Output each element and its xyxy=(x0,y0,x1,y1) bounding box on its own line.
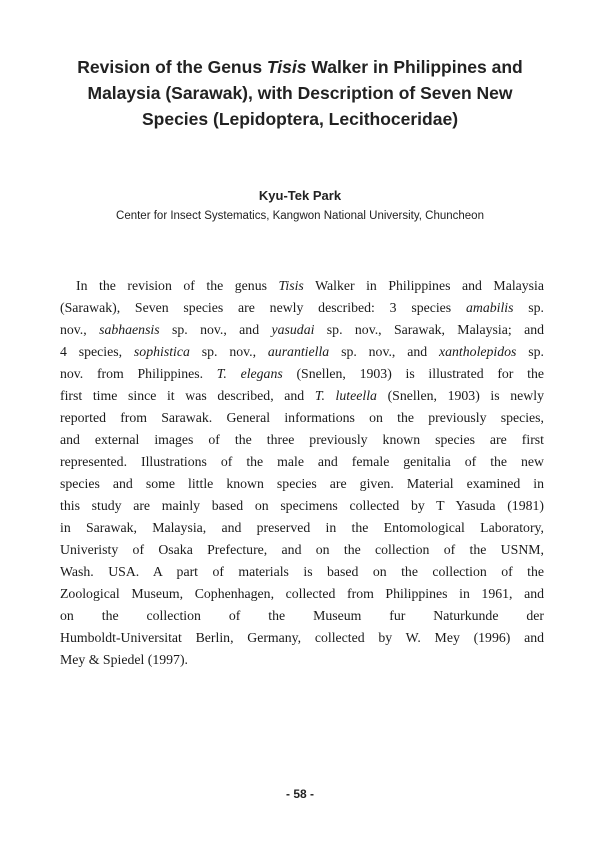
abstract-line: (Sarawak), Seven species are newly described: 3 species amabilis sp. xyxy=(60,300,544,315)
title-text: Revision of the Genus xyxy=(77,57,267,77)
abstract-line: nov. from Philippines. T. elegans (Snellen, 1903) is illustrated for the xyxy=(60,366,544,381)
abstract-line: represented. Illustrations of the male and female genitalia of the new xyxy=(60,454,544,469)
abstract-line: Mey & Spiedel (1997). xyxy=(60,652,188,667)
page-number: - 58 - xyxy=(285,787,314,801)
author-affiliation: Center for Insect Systematics, Kangwon National University, Chuncheon xyxy=(116,210,484,222)
title-line-3: Species (Lepidoptera, Lecithoceridae) xyxy=(141,109,459,129)
abstract-line: this study are mainly based on specimens collected by T Yasuda (1981) xyxy=(60,498,544,513)
title-line-1 xyxy=(60,54,540,80)
abstract-line: reported from Sarawak. General informations on the previously species, xyxy=(60,410,544,425)
abstract-line: and external images of the three previously known species are first xyxy=(60,432,544,447)
abstract-line: Univeristy of Osaka Prefecture, and on the collection of the USNM, xyxy=(60,542,544,557)
abstract-line: Humboldt-Universitat Berlin, Germany, collected by W. Mey (1996) and xyxy=(60,630,544,645)
abstract-line: Zoological Museum, Cophenhagen, collected from Philippines in 1961, and xyxy=(60,586,544,601)
author-name: Kyu-Tek Park xyxy=(258,188,342,203)
title-genus: Tisis xyxy=(266,57,307,77)
abstract xyxy=(60,275,544,671)
abstract-line: 4 species, sophistica sp. nov., aurantiella sp. nov., and xantholepidos sp. xyxy=(60,344,545,359)
title-line-2: Malaysia (Sarawak), with Description of Seven New xyxy=(87,83,513,103)
abstract-line: species and some little known species are given. Material examined in xyxy=(60,476,544,491)
abstract-line: first time since it was described, and T. luteella (Snellen, 1903) is newly xyxy=(60,388,544,403)
abstract-line: Wash. USA. A part of materials is based on the collection of the xyxy=(60,564,544,579)
abstract-line: in Sarawak, Malaysia, and preserved in the Entomological Laboratory, xyxy=(60,520,544,535)
abstract-line: nov., sabhaensis sp. nov., and yasudai sp. nov., Sarawak, Malaysia; and xyxy=(60,322,544,337)
paper-title xyxy=(60,54,540,132)
title-text: Walker in Philippines and xyxy=(306,57,523,77)
abstract-line: In the revision of the genus Tisis Walker in Philippines and Malaysia xyxy=(76,278,544,293)
abstract-line: on the collection of the Museum fur Naturkunde der xyxy=(60,608,544,623)
